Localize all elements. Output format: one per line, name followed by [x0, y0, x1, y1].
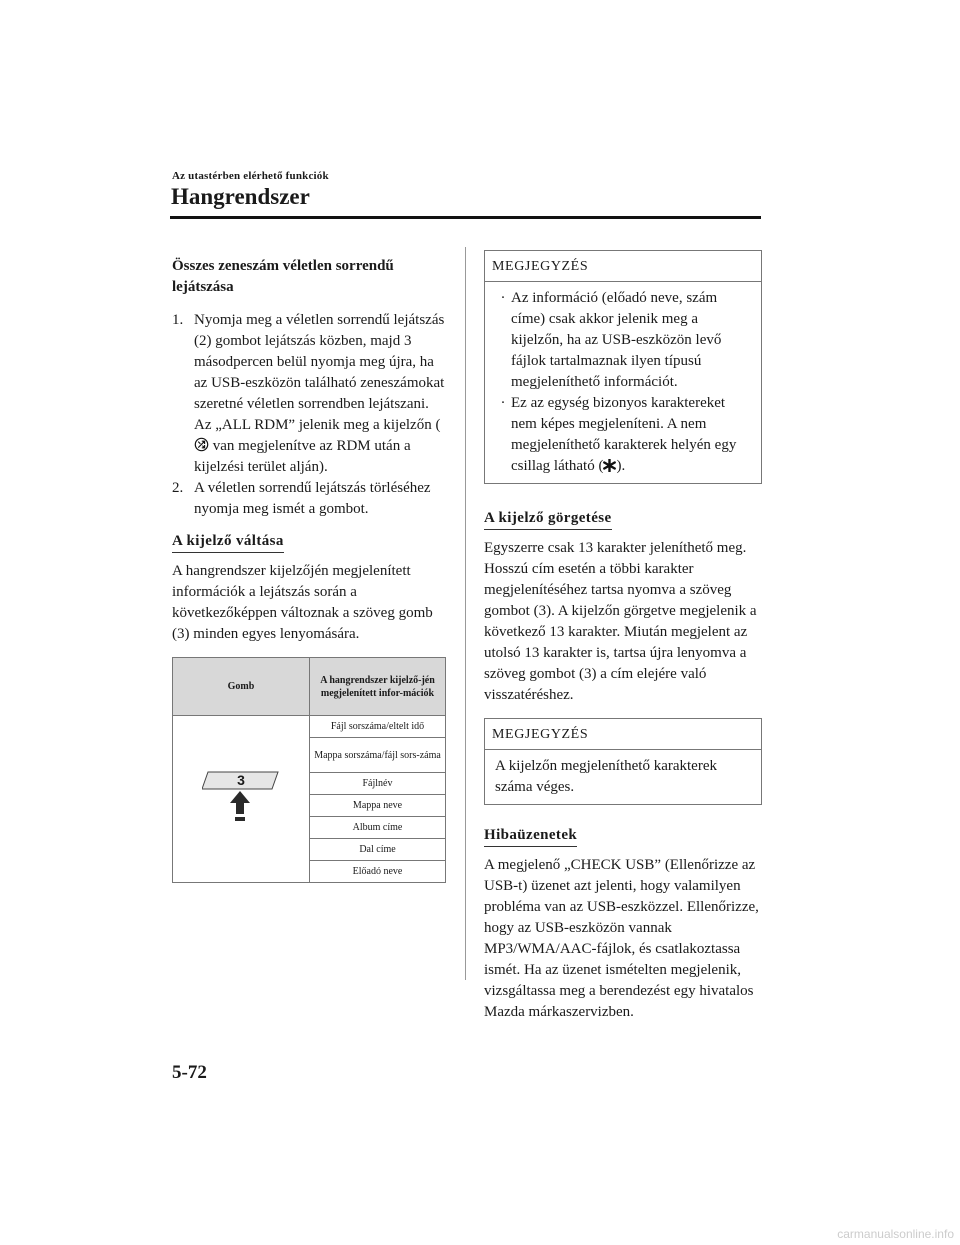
left-column	[172, 256, 448, 883]
table-row	[173, 716, 446, 738]
asterisk-icon	[603, 459, 616, 472]
bullet-text: Az információ (előadó neve, szám címe) csak akkor jelenik meg a kijelzőn, ha az USB-eszközön levő fájlok tartalmaznak ilyen típusú megjeleníthető információt.	[511, 290, 722, 390]
note-box	[484, 250, 762, 484]
table-header-button: Gomb	[173, 658, 310, 716]
table-header-info: A hangrendszer kijelző-jén megjelenített infor-mációk	[310, 658, 446, 716]
title-rule	[170, 216, 761, 219]
note-body	[485, 282, 761, 483]
table-cell: Előadó neve	[310, 861, 446, 883]
scroll-heading: A kijelző görgetése	[484, 508, 612, 530]
step-number: 1.	[172, 312, 184, 328]
bullet-dot: ·	[500, 395, 506, 411]
step-text: A véletlen sorrendű lejátszás törléséhez nyomja meg ismét a gombot.	[194, 480, 431, 517]
note-title: MEGJEGYZÉS	[485, 251, 761, 282]
display-info-table	[172, 657, 446, 883]
note-bullet	[495, 393, 753, 477]
table-cell: Fájlnév	[310, 773, 446, 795]
button-number: 3	[237, 772, 245, 788]
table-cell: Dal címe	[310, 839, 446, 861]
step-text: Nyomja meg a véletlen sorrendű lejátszás (2) gombot lejátszás közben, majd 3 másodpercen belül nyomja meg újra, ha az USB-eszközön található zeneszámokat szeretné véletlen sorrendben lejátszani. Az „ALL RDM” jelenik meg a kijelzőn ( van megjelenítve az RDM után a kijelzési terület alján).	[194, 312, 445, 475]
note-bullet	[495, 288, 753, 393]
text-button-icon	[202, 767, 280, 831]
scroll-paragraph: Egyszerre csak 13 karakter jeleníthető meg. Hosszú cím esetén a többi karakter megjelenítéséhez tartsa nyomva a szöveg gombot (3). A kijelzőn görgetve megjelenik a következő 13 karakter. Miután megjelent az utolsó 13 karakter is, tartsa újra lenyomva a szöveg gombot (3) a cím elejére való visszatéréshez.	[484, 540, 757, 703]
note-title: MEGJEGYZÉS	[485, 719, 761, 750]
column-divider	[465, 247, 466, 980]
watermark: carmanualsonline.info	[837, 1227, 954, 1241]
display-switch-paragraph: A hangrendszer kijelzőjén megjelenített információk a lejátszás során a következőképpen változnak a szöveg gomb (3) minden egyes lenyomására.	[172, 563, 433, 642]
error-heading: Hibaüzenetek	[484, 825, 577, 847]
note-box	[484, 718, 762, 805]
step-2	[172, 478, 448, 520]
step-1	[172, 310, 448, 478]
note-text: A kijelzőn megjeleníthető karakterek száma véges.	[495, 758, 717, 795]
button-illustration-cell	[173, 716, 310, 883]
note-body	[485, 750, 761, 804]
table-cell: Mappa neve	[310, 795, 446, 817]
error-paragraph: A megjelenő „CHECK USB” (Ellenőrizze az USB-t) üzenet azt jelenti, hogy valamilyen probléma van az USB-eszközzel. Ellenőrizze, hogy az USB-eszközön vannak MP3/WMA/AAC-fájlok, és csatlakoztassa ismét. Ha az üzenet ismételten megjelenik, vizsgáltassa meg a berendezést egy hivatalos Mazda márkaszervizben.	[484, 857, 759, 1020]
bullet-text: Ez az egység bizonyos karaktereket nem képes megjeleníteni. A nem megjeleníthető karakterek helyén egy csillag látható ( ).	[511, 395, 737, 474]
table-cell: Mappa sorszáma/fájl sors-záma	[310, 738, 446, 773]
step-number: 2.	[172, 480, 184, 496]
table-cell: Album címe	[310, 817, 446, 839]
page-title: Hangrendszer	[171, 184, 310, 209]
table-header-row	[173, 658, 446, 716]
section-label: Az utastérben elérhető funkciók	[172, 170, 329, 182]
right-column	[484, 250, 762, 1023]
bullet-dot: ·	[500, 290, 506, 306]
display-switch-heading: A kijelző váltása	[172, 531, 284, 553]
page-number: 5-72	[172, 1062, 207, 1083]
random-play-heading: Összes zeneszám véletlen sorrendű lejátszása	[172, 258, 394, 295]
table-cell: Fájl sorszáma/eltelt idő	[310, 716, 446, 738]
random-play-icon	[194, 437, 209, 452]
